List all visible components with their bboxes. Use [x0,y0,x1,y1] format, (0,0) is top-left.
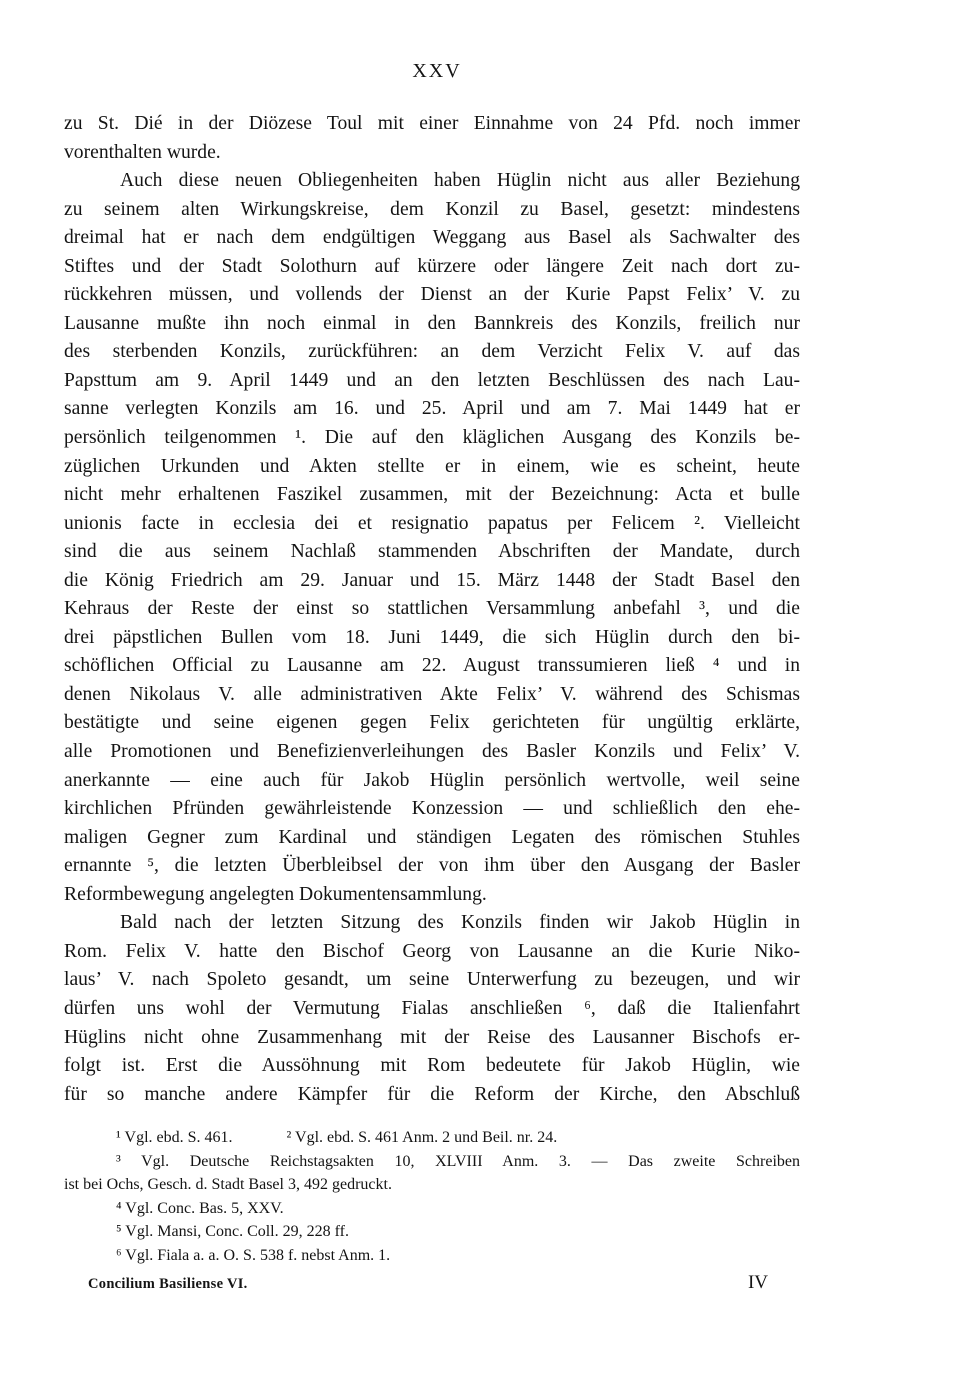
footnote-4: ⁴ Vgl. Conc. Bas. 5, XXV. [116,1199,284,1217]
text-line: schöflichen Official zu Lausanne am 22. August transsumieren ließ ⁴ und in [64,655,800,677]
footnote-5: ⁵ Vgl. Mansi, Conc. Coll. 29, 228 ff. [116,1223,349,1240]
text-line: Hüglins nicht ohne Zusammenhang mit der Reise des Lausanner Bischofs er- [64,1026,800,1048]
text-line: denen Nikolaus V. alle administrativen Akte Felix’ V. während des Schismas [64,683,800,705]
text-line: Auch diese neuen Obliegenheiten haben Hüglin nicht aus aller Beziehung [120,170,800,192]
text-line: die König Friedrich am 29. Januar und 15. März 1448 der Stadt Basel den [64,569,800,591]
text-line: sind die aus seinem Nachlaß stammenden Abschriften der Mandate, durch [64,541,800,563]
text-line: kirchlichen Pfründen gewährleistende Konzession — und schließlich den ehe- [64,798,800,820]
signature-mark: IV [747,1272,768,1293]
text-line: dreimal hat er nach dem endgültigen Weggang aus Basel als Sachwalter des [64,227,800,249]
text-line: nicht mehr erhaltenen Faszikel zusammen, mit der Bezeichnung: Acta et bulle [64,484,800,506]
footnote-3-line-1: ³ Vgl. Deutsche Reichstagsakten 10, XLVIII Anm. 3. — Das zweite Schreiben [116,1152,800,1170]
text-line: zu seinem alten Wirkungskreise, dem Konzil zu Basel, gesetzt: mindestens [64,198,800,220]
footnotes [64,1126,800,1267]
text-line: drei päpstlichen Bullen vom 18. Juni 1449, die sich Hüglin durch den bi- [64,626,800,648]
text-line: züglichen Urkunden und Akten stellte er in einem, wie es scheint, heute [64,455,800,477]
text-line: Bald nach der letzten Sitzung des Konzils finden wir Jakob Hüglin in [120,912,800,934]
text-line: Papsttum am 9. April 1449 und an den letzten Beschlüssen des nach Lau- [64,369,800,391]
footnote-3-line-2: ist bei Ochs, Gesch. d. Stadt Basel 3, 492 gedruckt. [64,1176,392,1193]
text-line: laus’ V. nach Spoleto gesandt, um seine Unterwerfung zu bezeugen, und wir [64,969,800,991]
text-line: dürfen uns wohl der Vermutung Fialas anschließen ⁶, daß die Italienfahrt [64,997,800,1019]
text-line: zu St. Dié in der Diözese Toul mit einer Einnahme von 24 Pfd. noch immer [64,113,800,134]
text-line: rückkehren müssen, und vollends der Dienst an der Kurie Papst Felix’ V. zu [64,284,800,306]
text-line: unionis facte in ecclesia dei et resignatio papatus per Felicem ². Vielleicht [64,512,800,534]
text-line: vorenthalten wurde. [64,141,221,163]
main-text [64,110,800,1109]
text-line: sanne verlegten Konzils am 16. und 25. April und am 7. Mai 1449 hat er [64,398,800,420]
footnote-2: ² Vgl. ebd. S. 461 Anm. 2 und Beil. nr. 24. [286,1129,558,1146]
footnote-1: ¹ Vgl. ebd. S. 461. [116,1129,233,1146]
text-line: persönlich teilgenommen ¹. Die auf den kläglichen Ausgang des Konzils be- [64,427,800,449]
text-line: alle Promotionen und Benefizienverleihungen des Basler Konzils und Felix’ V. [64,741,800,763]
text-line: für so manche andere Kämpfer für die Reform der Kirche, den Abschluß [64,1083,800,1105]
text-line: Kehraus der Reste der einst so stattlichen Versammlung anbefahl ³, und die [64,598,800,620]
text-line: Lausanne mußte ihn noch einmal in den Bannkreis des Konzils, freilich nur [64,312,800,334]
footnote-row [64,1126,800,1150]
page-number: XXV [412,60,462,82]
page-footer [88,1272,768,1300]
text-line: anerkannte — eine auch für Jakob Hüglin persönlich wertvolle, weil seine [64,769,800,791]
text-line: Stiftes und der Stadt Solothurn auf kürzere oder längere Zeit nach dort zu- [64,255,800,277]
text-line: maligen Gegner zum Kardinal und ständigen Legaten des römischen Stuhles [64,826,800,848]
footnote-6: ⁶ Vgl. Fiala a. a. O. S. 538 f. nebst Anm. 1. [116,1246,391,1264]
text-line: des sterbenden Konzils, zurückführen: an dem Verzicht Felix V. auf das [64,341,800,363]
text-line: ernannte ⁵, die letzten Überbleibsel der von ihm über den Ausgang der Basler [64,855,800,877]
text-line: bestätigte und seine eigenen gegen Felix gerichteten für ungültig erklärte, [64,712,800,734]
text-line: Reformbewegung angelegten Dokumentensammlung. [64,883,487,905]
series-title: Concilium Basiliense VI. [88,1276,248,1292]
text-line: folgt ist. Erst die Aussöhnung mit Rom bedeutete für Jakob Hüglin, wie [64,1055,800,1077]
text-line: Rom. Felix V. hatte den Bischof Georg von Lausanne an die Kurie Niko- [64,940,800,962]
